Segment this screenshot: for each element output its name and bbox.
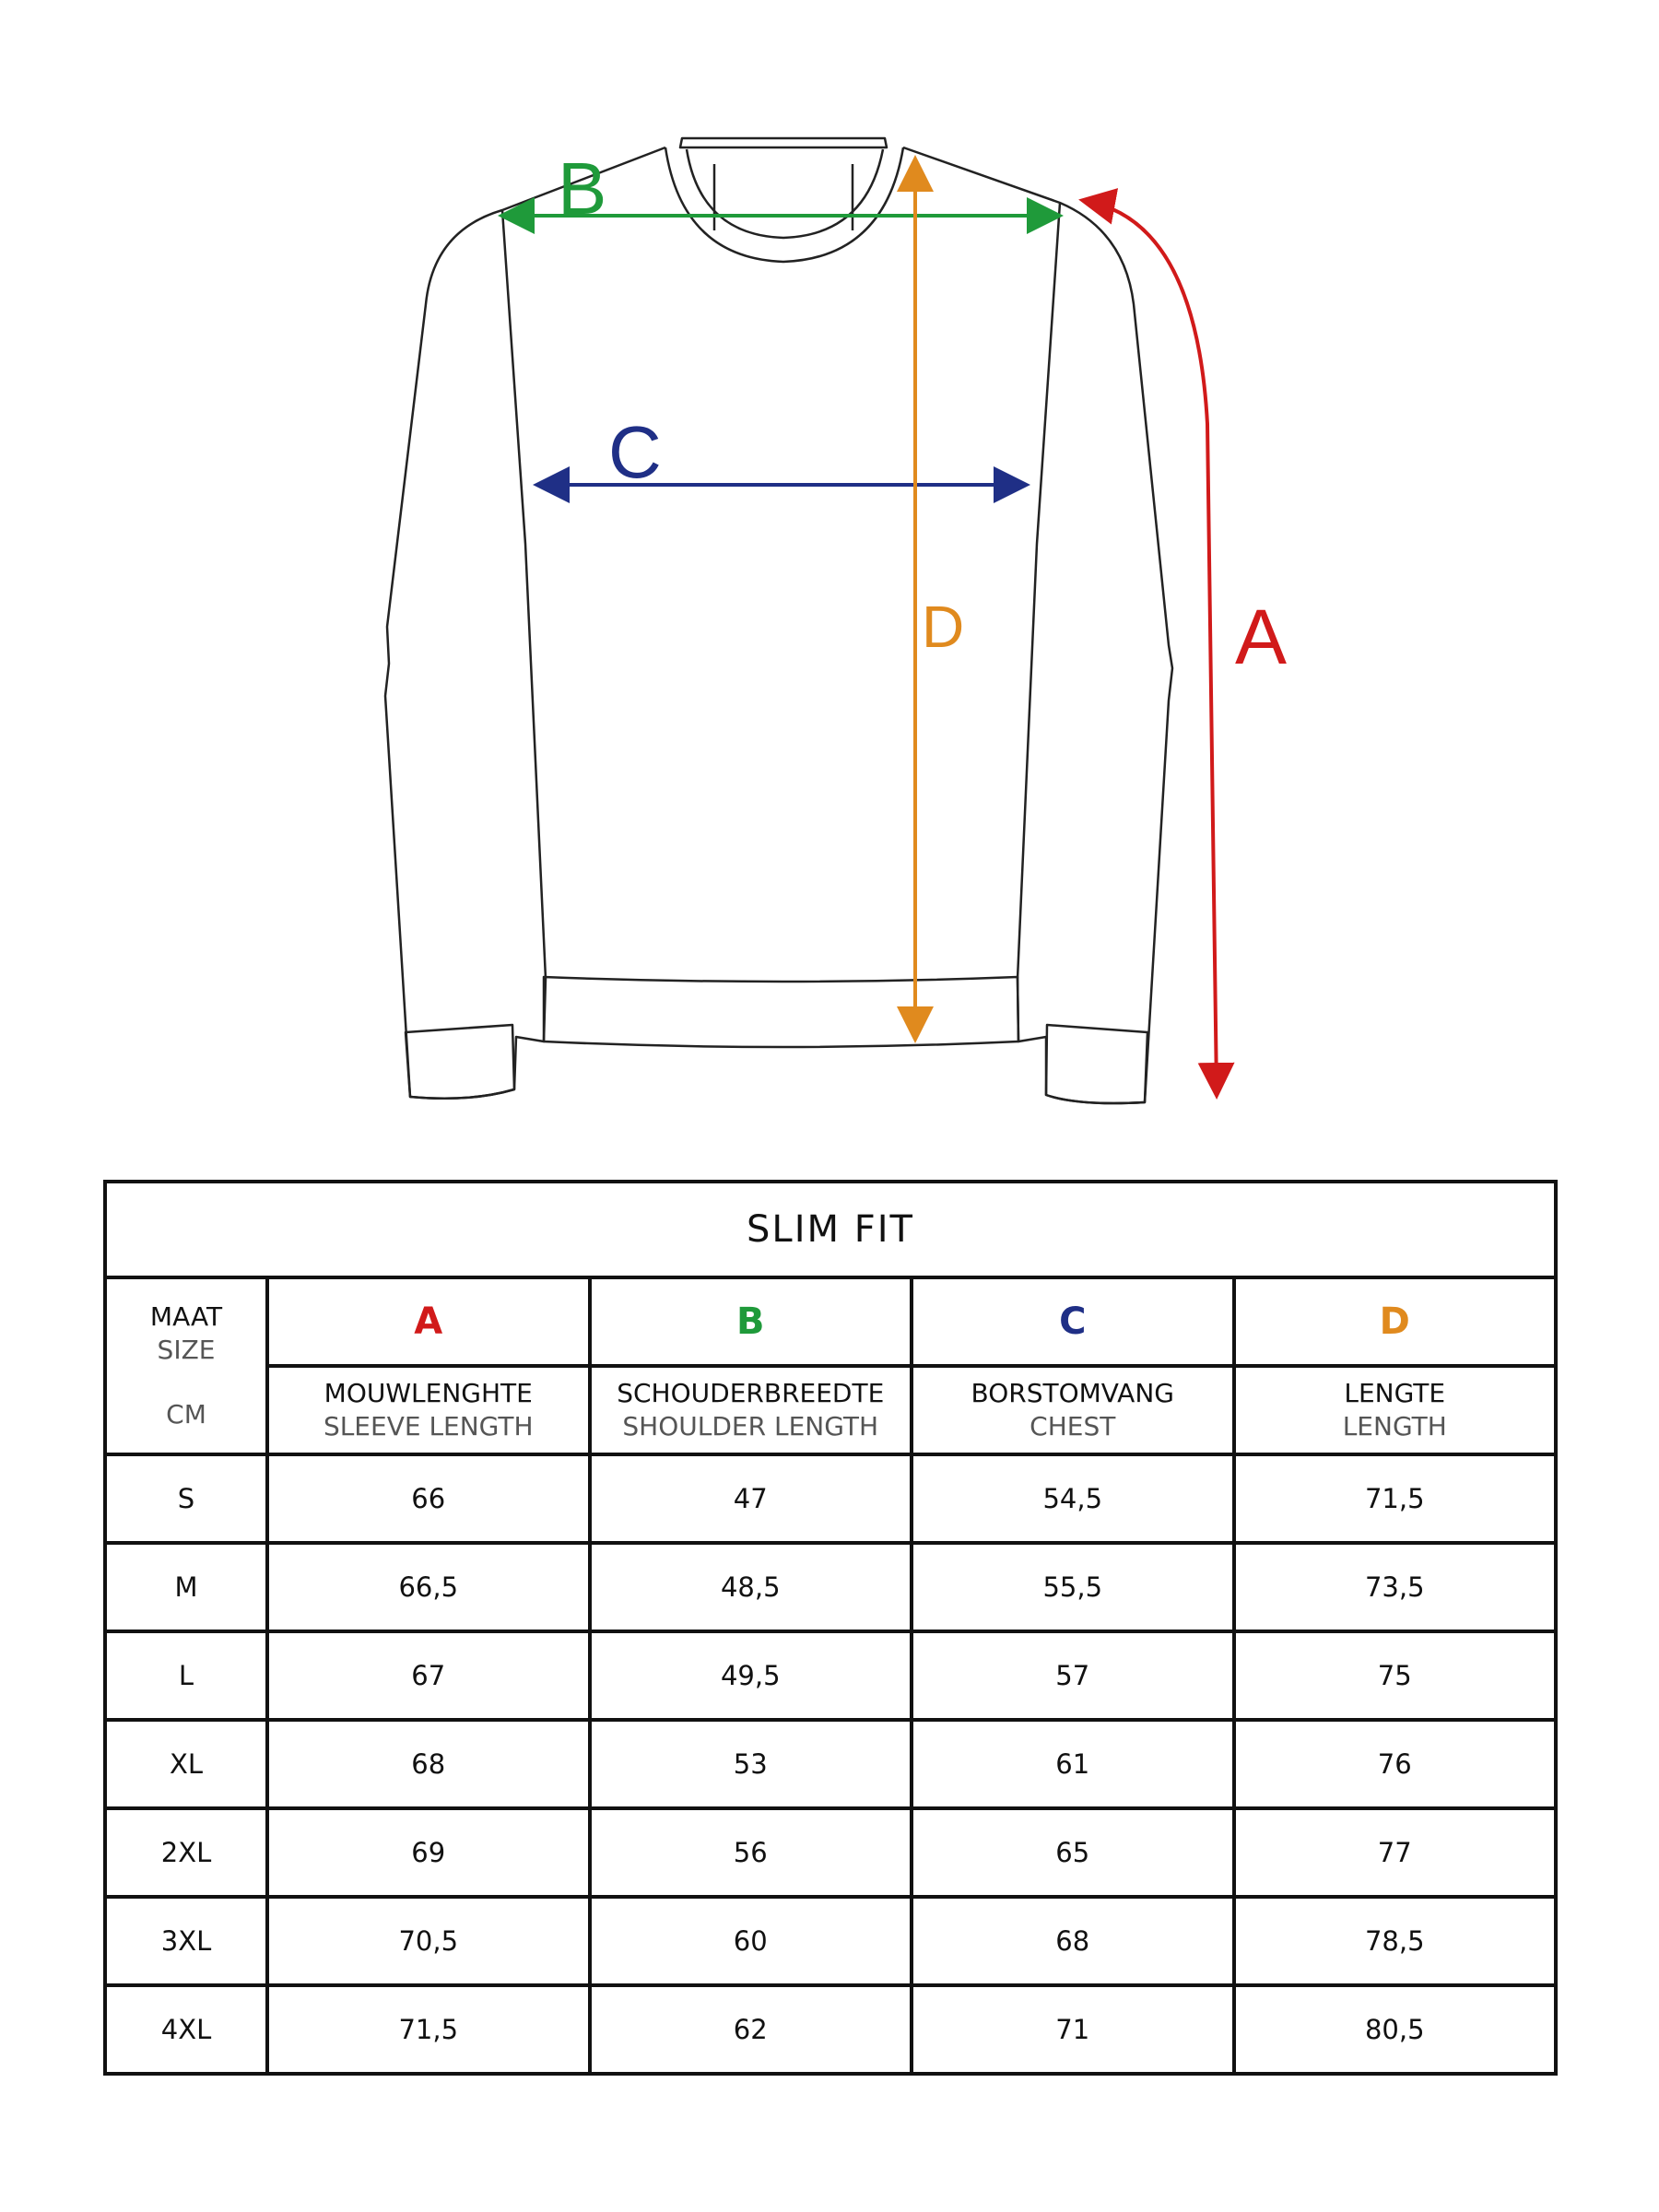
value-cell-c: 55,5 (912, 1543, 1234, 1631)
size-cell: M (105, 1543, 267, 1631)
value-cell-c: 71 (912, 1985, 1234, 2074)
collar-back (680, 138, 887, 147)
size-cell: S (105, 1454, 267, 1543)
column-desc-b (590, 1366, 912, 1454)
value-cell-b: 48,5 (590, 1543, 912, 1631)
sweater-outline (385, 138, 1172, 1103)
table-row (105, 1631, 1556, 1720)
value-cell-c: 68 (912, 1897, 1234, 1985)
table-title: SLIM FIT (105, 1182, 1556, 1277)
value-cell-a: 66 (267, 1454, 590, 1543)
collar-outer (665, 147, 903, 262)
column-name-nl: SCHOUDERBREEDTE (617, 1378, 885, 1408)
value-cell-d: 78,5 (1234, 1897, 1557, 1985)
value-cell-b: 62 (590, 1985, 912, 2074)
table-row (105, 1454, 1556, 1543)
table-row (105, 1897, 1556, 1985)
value-cell-b: 60 (590, 1897, 912, 1985)
value-cell-a: 70,5 (267, 1897, 590, 1985)
collar-label (714, 164, 853, 230)
value-cell-d: 71,5 (1234, 1454, 1557, 1543)
value-cell-a: 71,5 (267, 1985, 590, 2074)
value-cell-c: 57 (912, 1631, 1234, 1720)
size-table (103, 1180, 1558, 2076)
value-cell-c: 61 (912, 1720, 1234, 1808)
column-name-nl: BORSTOMVANG (971, 1378, 1174, 1408)
value-cell-a: 68 (267, 1720, 590, 1808)
value-cell-d: 75 (1234, 1631, 1557, 1720)
table-desc-row (105, 1366, 1556, 1454)
label-a: A (1235, 594, 1288, 680)
table-row (105, 1985, 1556, 2074)
value-cell-d: 76 (1234, 1720, 1557, 1808)
value-cell-d: 80,5 (1234, 1985, 1557, 2074)
size-cell: 2XL (105, 1808, 267, 1897)
table-letter-row (105, 1277, 1556, 1366)
table-row (105, 1543, 1556, 1631)
size-header (105, 1277, 267, 1454)
value-cell-a: 69 (267, 1808, 590, 1897)
column-name-nl: MOUWLENGHTE (324, 1378, 533, 1408)
measurement-lines (505, 162, 1217, 1092)
column-name-nl: LENGTE (1344, 1378, 1446, 1408)
value-cell-b: 53 (590, 1720, 912, 1808)
column-desc-a (267, 1366, 590, 1454)
column-letter-c: C (912, 1277, 1234, 1366)
size-cell: 3XL (105, 1897, 267, 1985)
size-header-nl: MAAT (149, 1301, 223, 1332)
hem-band (544, 977, 1018, 1047)
value-cell-d: 73,5 (1234, 1543, 1557, 1631)
size-header-unit: CM (166, 1399, 206, 1430)
label-c: C (608, 411, 662, 493)
right-cuff (1046, 1025, 1147, 1103)
value-cell-a: 66,5 (267, 1543, 590, 1631)
value-cell-c: 65 (912, 1808, 1234, 1897)
column-name-en: LENGTH (1342, 1411, 1447, 1441)
size-cell: XL (105, 1720, 267, 1808)
table-body (105, 1454, 1556, 2074)
left-cuff (406, 1025, 514, 1099)
column-letter-a: A (267, 1277, 590, 1366)
label-d: D (922, 594, 965, 660)
column-name-en: SLEEVE LENGTH (323, 1411, 534, 1441)
value-cell-a: 67 (267, 1631, 590, 1720)
size-cell: L (105, 1631, 267, 1720)
column-name-en: SHOULDER LENGTH (622, 1411, 879, 1441)
size-header-en: SIZE (157, 1335, 216, 1365)
value-cell-d: 77 (1234, 1808, 1557, 1897)
value-cell-b: 49,5 (590, 1631, 912, 1720)
size-cell: 4XL (105, 1985, 267, 2074)
table-title-row (105, 1182, 1556, 1277)
column-desc-c (912, 1366, 1234, 1454)
column-letter-b: B (590, 1277, 912, 1366)
column-name-en: CHEST (1030, 1411, 1116, 1441)
value-cell-b: 56 (590, 1808, 912, 1897)
body-outline (385, 147, 1172, 1103)
column-letter-d: D (1234, 1277, 1557, 1366)
label-b: B (558, 147, 607, 229)
measure-a-line (1086, 201, 1217, 1092)
table-row (105, 1720, 1556, 1808)
value-cell-c: 54,5 (912, 1454, 1234, 1543)
value-cell-b: 47 (590, 1454, 912, 1543)
table-row (105, 1808, 1556, 1897)
column-desc-d (1234, 1366, 1557, 1454)
